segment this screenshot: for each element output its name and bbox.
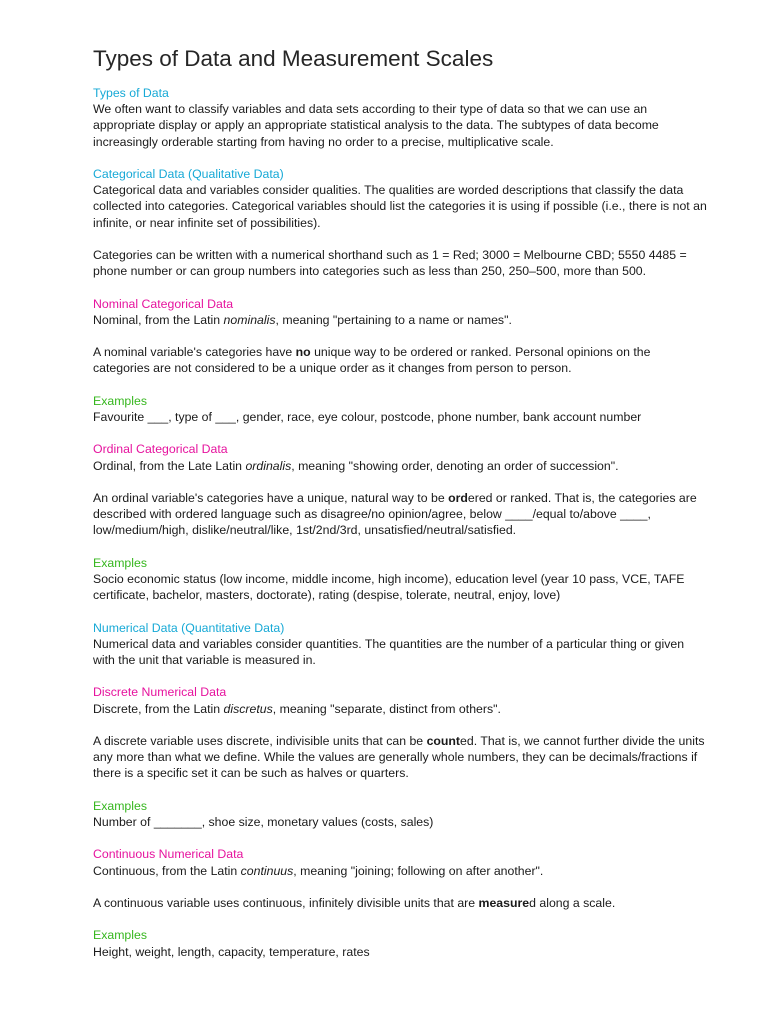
nominal-body-bold: no <box>295 345 311 360</box>
discrete-definition <box>93 701 708 717</box>
ordinal-examples-heading: Examples <box>93 555 147 570</box>
discrete-body-b: ed. That is, we cannot further divide the units any more than what we define. While the values are generally whole numbers, they can be decimals/fractions if there is a specific set it can be such as halves or quarters. <box>93 733 705 781</box>
nominal-heading: Nominal Categorical Data <box>93 296 234 311</box>
discrete-def-b: , meaning "separate, distinct from others". <box>272 701 501 716</box>
discrete-def-a: Discrete, from the Latin <box>93 701 224 716</box>
discrete-examples: Number of _______, shoe size, monetary values (costs, sales) <box>93 814 434 829</box>
ordinal-def-b: , meaning "showing order, denoting an order of succession". <box>291 458 619 473</box>
nominal-def-b: , meaning "pertaining to a name or names". <box>275 312 512 327</box>
continuous-def-a: Continuous, from the Latin <box>93 863 241 878</box>
discrete-heading: Discrete Numerical Data <box>93 685 227 700</box>
nominal-examples-heading: Examples <box>93 393 147 408</box>
categorical-body-2: Categories can be written with a numerical shorthand such as 1 = Red; 3000 = Melbourne CBD; 5550 4485 = phone number or can group numbers into categories such as less than 250, 250–500, more than 500. <box>93 248 687 279</box>
categorical-heading: Categorical Data (Qualitative Data) <box>93 167 284 181</box>
discrete-body <box>93 733 708 782</box>
continuous-examples-heading: Examples <box>93 928 147 943</box>
continuous-body-b: d along a scale. <box>529 895 616 910</box>
ordinal-def-a: Ordinal, from the Late Latin <box>93 458 246 473</box>
continuous-definition <box>93 863 708 879</box>
ordinal-def-term: ordinalis <box>245 458 292 473</box>
types-body: We often want to classify variables and data sets according to their type of data so that we can use an appropriate display or apply an appropriate statistical analysis to the data. The subtypes of data become increasingly orderable starting from having no order to a precise, multiplicative scale. <box>93 102 659 149</box>
ordinal-heading: Ordinal Categorical Data <box>93 442 228 457</box>
continuous-body-a: A continuous variable uses continuous, infinitely divisible units that are <box>93 895 479 910</box>
ordinal-body-bold: ord <box>448 490 468 505</box>
nominal-body-a: A nominal variable's categories have <box>93 345 296 360</box>
continuous-def-term: continuus <box>240 863 294 878</box>
nominal-def-term: nominalis <box>223 312 276 327</box>
page-title: Types of Data and Measurement Scales <box>93 46 494 71</box>
discrete-def-term: discretus <box>223 701 273 716</box>
discrete-body-a: A discrete variable uses discrete, indivisible units that can be <box>93 733 427 748</box>
categorical-body-1: Categorical data and variables consider qualities. The qualities are worded descriptions that classify the data collected into categories. Categorical variables should list the categories it is using if possible (i.e., there is not an infinite, or near infinite set of possibilities). <box>93 183 707 230</box>
continuous-examples: Height, weight, length, capacity, temperature, rates <box>93 944 370 959</box>
numerical-heading: Numerical Data (Quantitative Data) <box>93 620 285 635</box>
continuous-body-bold: measure <box>478 895 530 910</box>
nominal-definition <box>93 312 708 328</box>
ordinal-body-b: ered or ranked. That is, the categories are described with ordered language such as disagree/no opinion/agree, below ____/equal to/above ____, low/medium/high, dislike/neutral/like, 1st/2nd/3rd, unsatisfied/neutral/satisfied. <box>93 490 697 538</box>
nominal-examples: Favourite ___, type of ___, gender, race, eye colour, postcode, phone number, bank account number <box>93 409 642 424</box>
continuous-body <box>93 895 708 911</box>
continuous-heading: Continuous Numerical Data <box>93 847 244 862</box>
numerical-body: Numerical data and variables consider quantities. The quantities are the number of a particular thing or given with the unit that variable is measured in. <box>93 636 685 667</box>
continuous-def-b: , meaning "joining; following on after another". <box>293 863 544 878</box>
nominal-body-b: unique way to be ordered or ranked. Personal opinions on the categories are not considered to be a unique order as it changes from person to person. <box>93 345 651 376</box>
ordinal-definition <box>93 458 708 474</box>
discrete-examples-heading: Examples <box>93 798 147 813</box>
ordinal-body <box>93 490 708 539</box>
discrete-body-bold: count <box>426 733 461 748</box>
nominal-def-a: Nominal, from the Latin <box>93 312 224 327</box>
nominal-body <box>93 344 708 376</box>
ordinal-examples: Socio economic status (low income, middle income, high income), education level (year 10 pass, VCE, TAFE certificate, bachelor, masters, doctorate), rating (despise, tolerate, neutral, enjoy, love) <box>93 571 685 603</box>
types-heading: Types of Data <box>93 86 169 100</box>
ordinal-body-a: An ordinal variable's categories have a unique, natural way to be <box>93 490 449 505</box>
